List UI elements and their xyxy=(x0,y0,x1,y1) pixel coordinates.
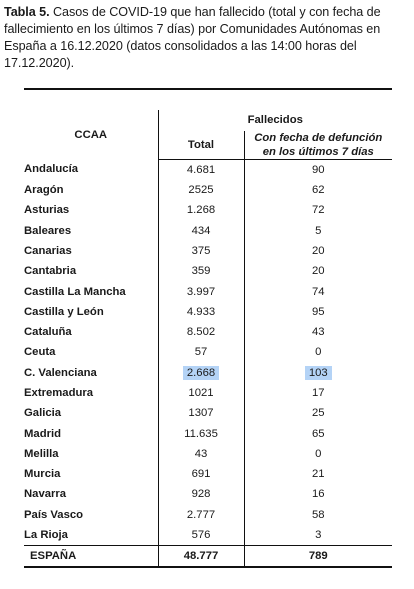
highlighted-total[interactable]: 2.668 xyxy=(183,366,219,380)
row-total: 57 xyxy=(158,342,244,362)
row-total: 375 xyxy=(158,241,244,261)
header-total: Total xyxy=(158,131,244,160)
row-last7: 62 xyxy=(311,184,325,197)
row-last7: 17 xyxy=(311,387,325,399)
row-ccaa: Cantabria xyxy=(24,261,158,281)
table-caption xyxy=(4,4,408,72)
row-total: 4.933 xyxy=(158,302,244,322)
table-row xyxy=(24,180,392,200)
row-total: 1.268 xyxy=(158,200,244,220)
row-last7: 72 xyxy=(311,204,325,217)
table-row xyxy=(24,241,392,261)
table-row xyxy=(24,281,392,301)
row-last7: 43 xyxy=(311,326,325,339)
header-last7-line1: Con fecha de defunción xyxy=(254,131,383,144)
row-ccaa: Cataluña xyxy=(24,322,158,342)
row-last7: 3 xyxy=(315,529,322,542)
row-last7: 20 xyxy=(311,244,325,257)
row-total: 43 xyxy=(158,444,244,464)
table-row xyxy=(24,464,392,484)
table-row xyxy=(24,505,392,525)
row-last7 xyxy=(244,363,392,383)
summary-last7: 789 xyxy=(244,546,392,568)
row-ccaa: Castilla y León xyxy=(24,302,158,322)
row-ccaa: Melilla xyxy=(24,444,158,464)
header-ccaa: CCAA xyxy=(24,110,158,159)
caption-text: Casos de COVID-19 que han fallecido (total y con fecha de fallecimiento en los últimos 7 días) por Comunidades Autónomas en España a 16.12.2020 (datos consolidados a las 14:00 horas del 17.12.2020). xyxy=(4,5,381,70)
table-row xyxy=(24,525,392,546)
row-last7: 95 xyxy=(311,305,325,318)
row-ccaa: C. Valenciana xyxy=(24,363,158,383)
row-last7: 16 xyxy=(311,488,325,501)
row-ccaa: Extremadura xyxy=(24,383,158,403)
row-total: 4.681 xyxy=(158,159,244,180)
table-row xyxy=(24,342,392,362)
row-ccaa: Baleares xyxy=(24,220,158,240)
table-row xyxy=(24,220,392,240)
row-last7: 20 xyxy=(311,265,325,278)
row-ccaa: Canarias xyxy=(24,241,158,261)
row-ccaa: Navarra xyxy=(24,484,158,504)
header-fallecidos: Fallecidos xyxy=(247,114,303,127)
row-total: 928 xyxy=(158,484,244,504)
row-total: 1307 xyxy=(158,403,244,423)
row-last7: 0 xyxy=(315,447,322,460)
deaths-table xyxy=(24,88,392,568)
table-body xyxy=(24,159,392,546)
row-last7: 90 xyxy=(311,163,325,176)
row-last7: 21 xyxy=(311,468,325,481)
row-last7: 0 xyxy=(315,346,322,359)
row-total: 1021 xyxy=(158,383,244,403)
summary-row xyxy=(24,546,392,568)
row-ccaa: Ceuta xyxy=(24,342,158,362)
table-row xyxy=(24,484,392,504)
table-row xyxy=(24,302,392,322)
table-row xyxy=(24,200,392,220)
highlighted-last7[interactable]: 103 xyxy=(305,366,332,380)
row-total: 11.635 xyxy=(158,423,244,443)
row-total: 691 xyxy=(158,464,244,484)
row-total: 3.997 xyxy=(158,281,244,301)
table-row xyxy=(24,363,392,383)
table-row xyxy=(24,403,392,423)
row-total xyxy=(158,363,244,383)
row-total: 434 xyxy=(158,220,244,240)
row-total: 2.777 xyxy=(158,505,244,525)
row-last7: 58 xyxy=(311,508,325,521)
summary-ccaa: ESPAÑA xyxy=(24,546,158,568)
row-ccaa: Madrid xyxy=(24,423,158,443)
summary-total: 48.777 xyxy=(158,546,244,568)
row-last7: 65 xyxy=(311,427,325,440)
table-row xyxy=(24,444,392,464)
row-last7: 74 xyxy=(311,285,325,298)
row-last7: 25 xyxy=(311,407,325,420)
row-ccaa: Galicia xyxy=(24,403,158,423)
row-ccaa: Aragón xyxy=(24,180,158,200)
row-ccaa: País Vasco xyxy=(24,505,158,525)
row-total: 2525 xyxy=(158,180,244,200)
row-ccaa: Castilla La Mancha xyxy=(24,281,158,301)
row-ccaa: Asturias xyxy=(24,200,158,220)
row-total: 359 xyxy=(158,261,244,281)
table-row xyxy=(24,261,392,281)
table-row xyxy=(24,159,392,180)
row-total: 8.502 xyxy=(158,322,244,342)
table-row xyxy=(24,322,392,342)
row-total: 576 xyxy=(158,525,244,546)
header-last7 xyxy=(244,131,392,160)
table-row xyxy=(24,423,392,443)
row-ccaa: Murcia xyxy=(24,464,158,484)
row-ccaa: La Rioja xyxy=(24,525,158,546)
table-row xyxy=(24,383,392,403)
caption-label: Tabla 5. xyxy=(4,5,50,19)
row-last7: 5 xyxy=(315,224,322,237)
header-last7-line2: en los últimos 7 días xyxy=(262,145,374,158)
row-ccaa: Andalucía xyxy=(24,159,158,180)
